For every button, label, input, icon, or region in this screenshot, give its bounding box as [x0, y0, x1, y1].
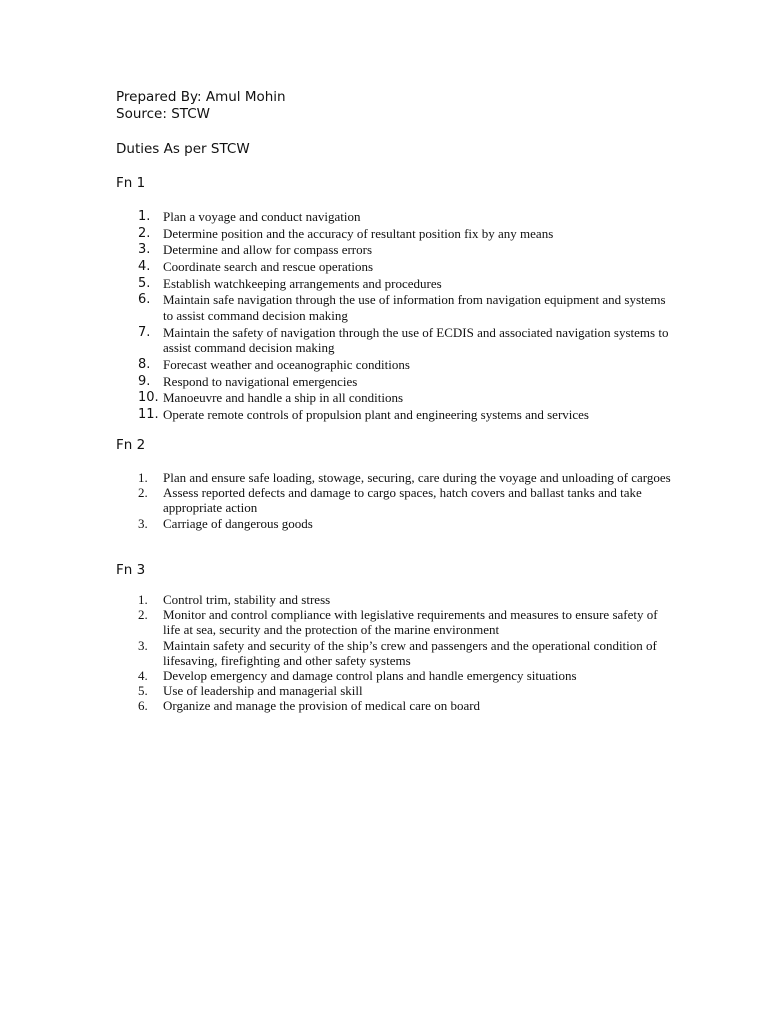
item-number: 6.	[138, 292, 151, 308]
list-item	[116, 390, 676, 406]
item-number: 2.	[138, 485, 148, 501]
item-number: 3.	[138, 515, 148, 531]
item-text: Forecast weather and oceanographic conditions	[163, 356, 410, 372]
item-text: Carriage of dangerous goods	[163, 515, 313, 531]
list-item	[116, 470, 676, 485]
list-item	[116, 357, 676, 373]
duty-list-fn1	[116, 209, 676, 424]
list-item	[116, 698, 676, 713]
item-number: 6.	[138, 698, 148, 714]
item-text: Control trim, stability and stress	[163, 592, 331, 607]
list-item	[116, 259, 676, 275]
item-number: 4.	[138, 259, 151, 275]
item-text: Organize and manage the provision of medical care on board	[163, 698, 481, 714]
list-item	[116, 638, 676, 668]
list-item	[116, 607, 676, 637]
item-text: Plan and ensure safe loading, stowage, securing, care during the voyage and unloading of cargoes	[163, 470, 671, 485]
item-text: Assess reported defects and damage to cargo spaces, hatch covers and ballast tanks and take appropriate action	[163, 485, 642, 516]
list-item	[116, 325, 676, 356]
item-number: 10.	[138, 390, 159, 406]
duty-list-fn3	[116, 592, 676, 714]
duty-list-fn2	[116, 470, 676, 531]
list-item	[116, 226, 676, 242]
item-number: 7.	[138, 324, 151, 340]
list-item	[116, 592, 676, 607]
item-number: 1.	[138, 592, 148, 607]
item-number: 1.	[138, 470, 148, 485]
list-item	[116, 485, 676, 515]
item-text: Develop emergency and damage control plans and handle emergency situations	[163, 668, 577, 684]
list-item	[116, 668, 676, 683]
prepared-by: Prepared By: Amul Mohin	[116, 89, 286, 105]
item-text: Coordinate search and rescue operations	[163, 259, 374, 275]
item-number: 3.	[138, 242, 151, 258]
item-number: 2.	[138, 225, 151, 241]
list-item	[116, 276, 676, 292]
list-item	[116, 374, 676, 390]
section-heading-fn2: Fn 2	[116, 437, 146, 453]
list-item	[116, 516, 676, 531]
item-number: 5.	[138, 683, 148, 699]
item-text: Maintain safe navigation through the use of information from navigation equipment and systems to assist command decision making	[163, 292, 666, 323]
item-text: Monitor and control compliance with legislative requirements and measures to ensure safety of life at sea, security and the protection of the marine environment	[163, 607, 658, 638]
list-item	[116, 209, 676, 225]
item-text: Respond to navigational emergencies	[163, 373, 358, 389]
item-text: Manoeuvre and handle a ship in all conditions	[163, 390, 404, 406]
section-heading-fn3: Fn 3	[116, 562, 146, 578]
item-number: 11.	[138, 406, 159, 422]
list-item	[116, 242, 676, 258]
list-item	[116, 407, 676, 423]
item-text: Plan a voyage and conduct navigation	[163, 209, 361, 224]
item-text: Determine position and the accuracy of resultant position fix by any means	[163, 225, 554, 241]
item-number: 9.	[138, 373, 151, 389]
item-number: 1.	[138, 209, 151, 224]
item-number: 3.	[138, 637, 148, 653]
item-text: Use of leadership and managerial skill	[163, 683, 363, 699]
list-item	[116, 292, 676, 323]
source-line: Source: STCW	[116, 106, 211, 122]
item-text: Maintain safety and security of the ship’s crew and passengers and the operational condition of lifesaving, firefighting and other safety systems	[163, 637, 657, 668]
item-text: Operate remote controls of propulsion plant and engineering systems and services	[163, 406, 589, 422]
item-text: Establish watchkeeping arrangements and procedures	[163, 275, 442, 291]
document-title: Duties As per STCW	[116, 141, 250, 157]
item-number: 4.	[138, 668, 148, 684]
item-text: Determine and allow for compass errors	[163, 242, 373, 258]
section-heading-fn1: Fn 1	[116, 175, 146, 191]
item-number: 2.	[138, 607, 148, 623]
item-text: Maintain the safety of navigation through the use of ECDIS and associated navigation systems to assist command decision making	[163, 324, 669, 356]
item-number: 8.	[138, 356, 151, 372]
list-item	[116, 683, 676, 698]
item-number: 5.	[138, 275, 151, 291]
